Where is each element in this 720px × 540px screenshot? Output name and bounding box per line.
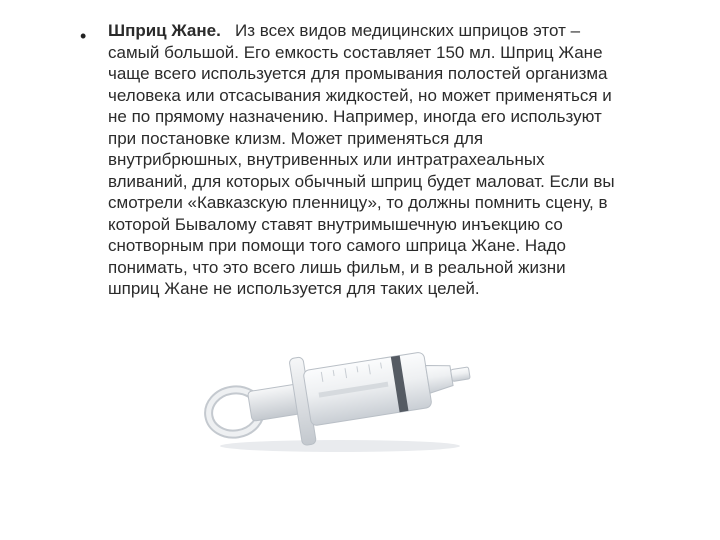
bullet-paragraph (108, 20, 720, 300)
paragraph-line: смотрели «Кавказскую пленницу», то должны помнить сцену, в (108, 193, 608, 212)
paragraph-line: человека или отсасывания жидкостей, но может применяться и (108, 85, 612, 105)
paragraph-line: не по прямому назначению. Например, иногда его используют (108, 107, 602, 126)
bullet-symbol: • (80, 26, 87, 46)
paragraph-line: вливаний, для которых обычный шприц будет маловат. Если вы (108, 171, 615, 191)
paragraph-line: при постановке клизм. Может применяться для (108, 128, 484, 148)
paragraph-line: внутрибрюшных, внутривенных или интратрахеальных (108, 150, 545, 169)
line-text: Из всех видов медицинских шприцов этот – (235, 21, 581, 40)
paragraph-line: самый большой. Его емкость составляет 150 мл. Шприц Жане (108, 42, 603, 62)
paragraph-line: шприц Жане не используется для таких целей. (108, 279, 480, 298)
syringe-icon (190, 318, 480, 458)
paragraph-line: понимать, что это всего лишь фильм, и в реальной жизни (108, 257, 566, 277)
lead-term: Шприц Жане. (108, 21, 221, 40)
paragraph-line: которой Бывалому ставят внутримышечную инъекцию со (108, 214, 563, 234)
paragraph-line: чаще всего используется для промывания полостей организма (108, 64, 608, 83)
paragraph-line (108, 20, 720, 42)
paragraph-line: снотворным при помощи того самого шприца Жане. Надо (108, 236, 567, 255)
